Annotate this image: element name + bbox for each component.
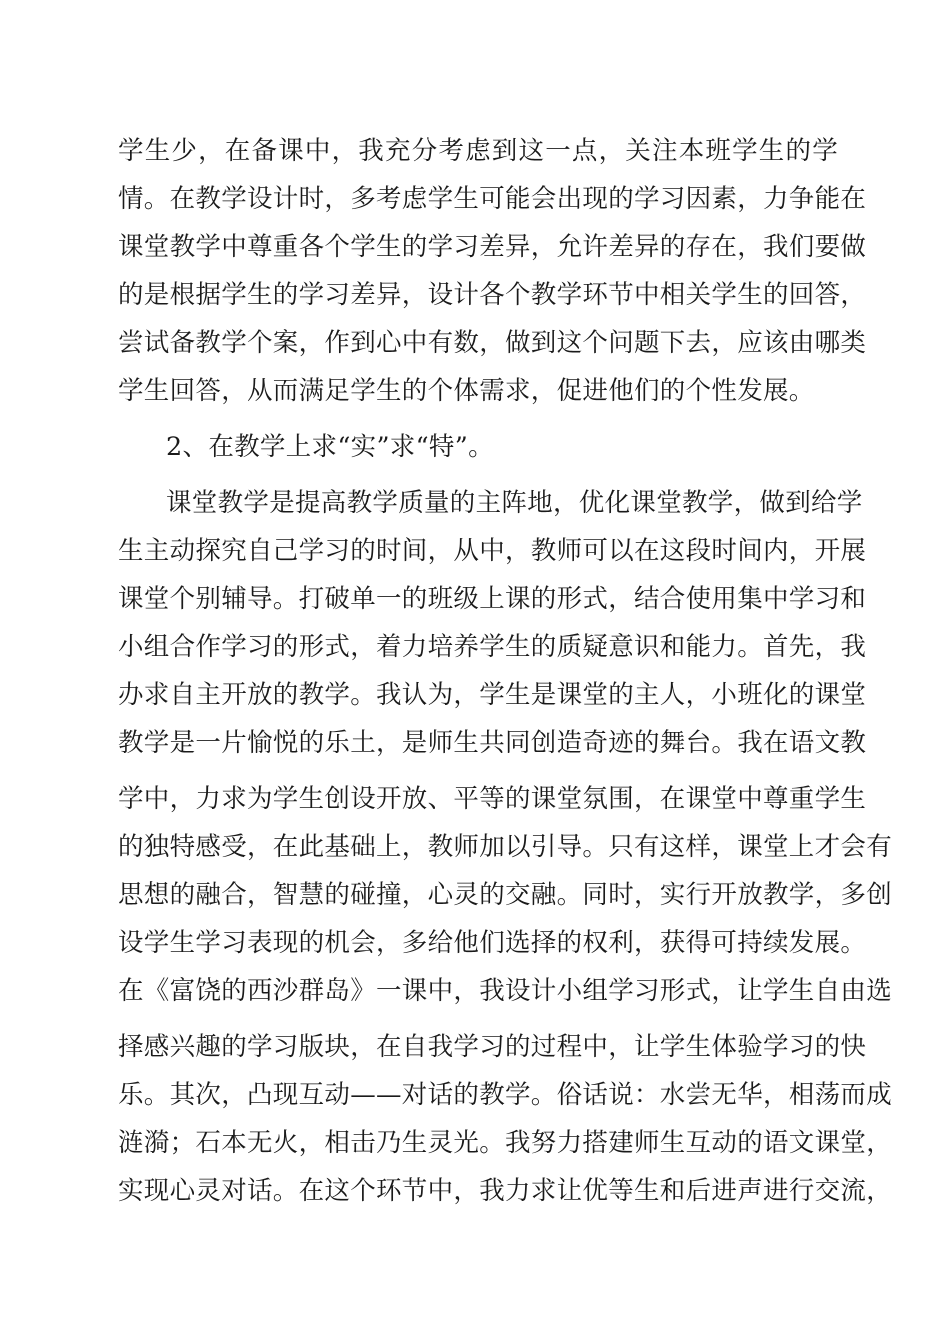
text-line-5: 尝试备教学个案，作到心中有数，做到这个问题下去，应该由哪类 [118, 328, 867, 358]
text-line-8: 课堂教学是提高教学质量的主阵地，优化课堂教学，做到给学 [166, 488, 863, 518]
text-line-20: 乐。其次，凸现互动——对话的教学。俗话说：水尝无华，相荡而成 [118, 1080, 893, 1110]
text-line-1: 学生少，在备课中，我充分考虑到这一点，关注本班学生的学 [118, 136, 838, 166]
text-line-4: 的是根据学生的学习差异，设计各个教学环节中相关学生的回答， [118, 280, 867, 310]
text-line-9: 生主动探究自己学习的时间，从中，教师可以在这段时间内，开展 [118, 536, 867, 566]
text-line-6: 学生回答，从而满足学生的个体需求，促进他们的个性发展。 [118, 376, 815, 406]
text-line-14: 学中，力求为学生创设开放、平等的课堂氛围，在课堂中尊重学生 [118, 784, 867, 814]
text-line-15: 的独特感受，在此基础上，教师加以引导。只有这样，课堂上才会有 [118, 832, 893, 862]
text-line-17: 设学生学习表现的机会，多给他们选择的权利，获得可持续发展。 [118, 928, 867, 958]
text-line-10: 课堂个别辅导。打破单一的班级上课的形式，结合使用集中学习和 [118, 584, 867, 614]
text-line-16: 思想的融合，智慧的碰撞，心灵的交融。同时，实行开放教学，多创 [118, 880, 893, 910]
text-line-3: 课堂教学中尊重各个学生的学习差异，允许差异的存在，我们要做 [118, 232, 867, 262]
text-line-13: 教学是一片愉悦的乐土，是师生共同创造奇迹的舞台。我在语文教 [118, 728, 867, 758]
text-line-18: 在《富饶的西沙群岛》一课中，我设计小组学习形式，让学生自由选 [118, 976, 893, 1006]
section-heading: 2、在教学上求“实”求“特”。 [166, 432, 494, 462]
text-line-11: 小组合作学习的形式，着力培养学生的质疑意识和能力。首先，我 [118, 632, 867, 662]
text-line-21: 涟漪；石本无火，相击乃生灵光。我努力搭建师生互动的语文课堂， [118, 1128, 893, 1158]
text-line-19: 择感兴趣的学习版块，在自我学习的过程中，让学生体验学习的快 [118, 1032, 867, 1062]
text-line-2: 情。在教学设计时，多考虑学生可能会出现的学习因素，力争能在 [118, 184, 867, 214]
text-line-22: 实现心灵对话。在这个环节中，我力求让优等生和后进声进行交流， [118, 1176, 893, 1206]
text-line-12: 办求自主开放的教学。我认为，学生是课堂的主人，小班化的课堂 [118, 680, 867, 710]
